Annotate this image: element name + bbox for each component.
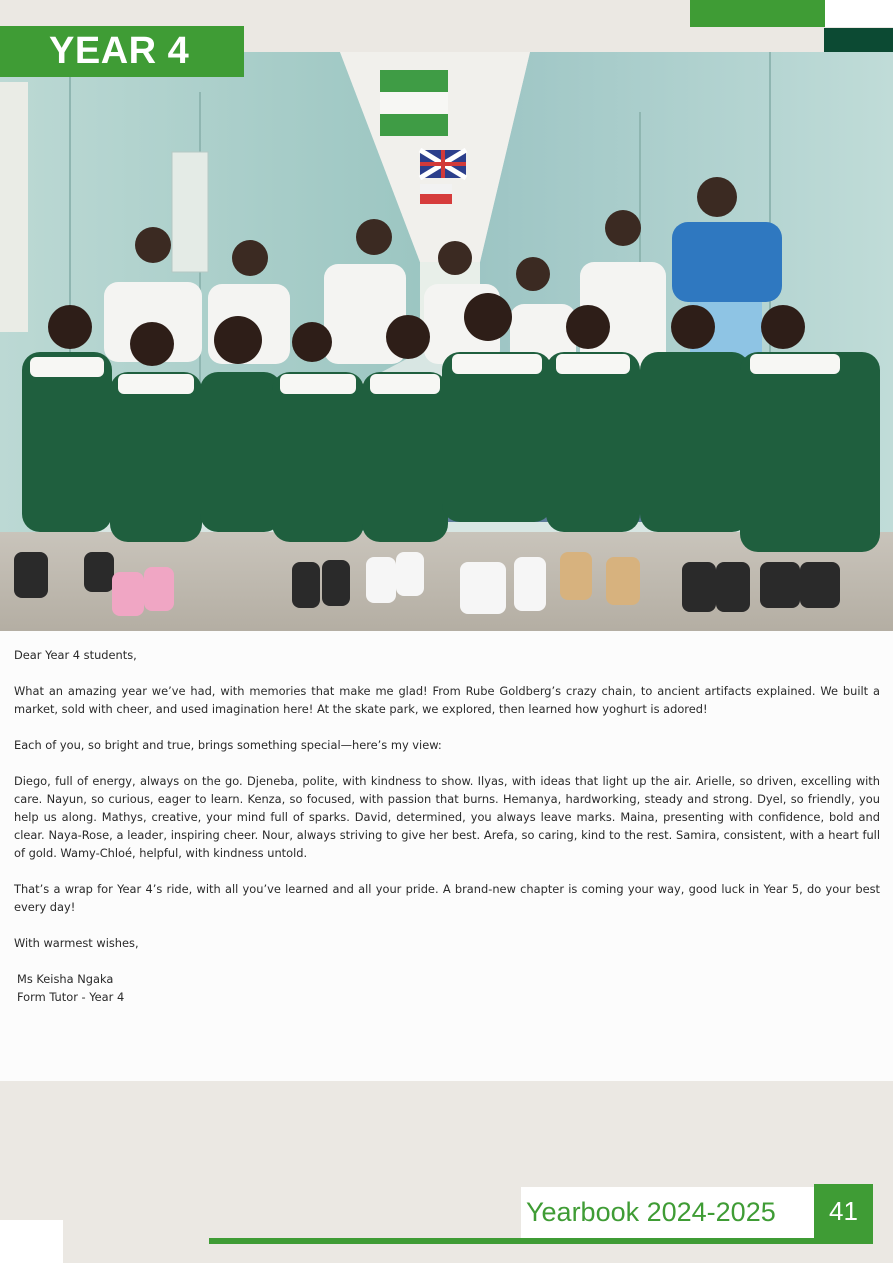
- year-badge: YEAR 4: [0, 26, 244, 77]
- letter-paragraph: What an amazing year we’ve had, with memories that make me glad! From Rube Goldberg’s crazy chain, to ancient artifacts explained. We built a market, sold with cheer, and used imagination here! At the skate park, we explored, then learned how yoghurt is adored!: [14, 684, 880, 716]
- top-green-bar: [690, 0, 825, 27]
- letter-paragraph: Diego, full of energy, always on the go. Djeneba, polite, with kindness to show. Ilyas, with ideas that light up the air. Arielle, so driven, excelling with care. Nayun, so curious, eager to learn. Kenza, so focused, with passion that burns. Hemanya, hardworking, steady and strong. Dyel, so friendly, you help us along. Mathys, creative, your mind full of sparks. David, determined, you always leave marks. Maina, presenting with confidence, bold and clear. Naya-Rose, a leader, inspiring cheer. Nour, always striving to give her best. Arefa, so caring, kind to the rest. Samira, consistent, with a heart full of gold. Wamy-Chloé, helpful, with kindness untold.: [14, 774, 880, 860]
- yearbook-title: Yearbook 2024-2025: [521, 1187, 814, 1238]
- footer-white-block: [0, 1220, 63, 1263]
- letter-closing: With warmest wishes,: [14, 936, 139, 950]
- signature-role: Form Tutor - Year 4: [17, 990, 125, 1004]
- top-white-bar: [825, 0, 893, 27]
- footer-green-line: [209, 1238, 873, 1244]
- page-number: 41: [814, 1184, 873, 1244]
- letter-paragraph: That’s a wrap for Year 4’s ride, with all you’ve learned and all your pride. A brand-new chapter is coming your way, good luck in Year 5, do your best every day!: [14, 882, 880, 914]
- signature-name: Ms Keisha Ngaka: [17, 972, 114, 986]
- letter-body: [0, 631, 893, 1081]
- letter-paragraph: Each of you, so bright and true, brings something special—here’s my view:: [14, 738, 442, 752]
- class-photo: [0, 52, 893, 631]
- letter-greeting: Dear Year 4 students,: [14, 648, 137, 662]
